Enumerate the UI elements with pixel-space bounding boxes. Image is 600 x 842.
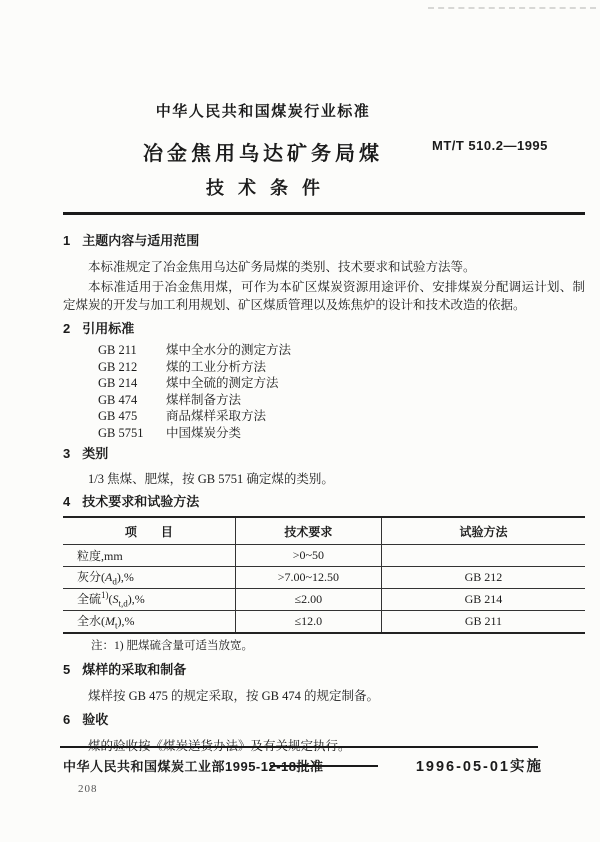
requirement-cell: >0~50	[235, 545, 381, 567]
section-4-heading	[63, 495, 585, 509]
page-number: 208	[78, 783, 98, 795]
requirement-cell: >7.00~12.50	[235, 567, 381, 589]
section-number: 5	[63, 662, 71, 677]
references-list	[98, 342, 585, 441]
item-suffix: ),%	[116, 570, 134, 585]
section-3-heading	[63, 447, 585, 461]
document-title: 冶金焦用乌达矿务局煤	[143, 143, 383, 165]
reference-code: GB 475	[98, 409, 138, 423]
reference-item	[98, 425, 585, 442]
reference-item	[98, 359, 585, 376]
implementation-text: 1996-05-01实施	[415, 759, 543, 775]
document-header	[63, 100, 463, 200]
document-body	[63, 226, 585, 767]
table-note: 注：1) 肥煤硫含量可适当放宽。	[91, 640, 253, 652]
column-header-method: 试验方法	[381, 517, 585, 545]
item-cell	[63, 545, 235, 567]
reference-title: 商品煤样采取方法	[166, 409, 267, 423]
section-2-heading	[63, 322, 585, 336]
section-title: 引用标准	[82, 321, 135, 336]
standard-number: MT/T 510.2—1995	[432, 138, 548, 153]
reference-title: 煤样制备方法	[166, 392, 242, 407]
reference-title: 煤中全水分的测定方法	[166, 343, 292, 357]
reference-code: GB 214	[98, 376, 138, 390]
paragraph: 本标准规定了冶金焦用乌达矿务局煤的类别、技术要求和试验方法等。	[88, 260, 476, 274]
method-cell: GB 211	[464, 614, 503, 628]
reference-code: GB 5751	[98, 425, 144, 440]
item-suffix: ),%	[127, 592, 145, 607]
section-5-heading	[63, 663, 585, 677]
column-header-item: 项 目	[63, 517, 235, 545]
item-subscript: d	[112, 576, 117, 587]
footer-rule	[60, 746, 538, 748]
item-footnote-mark: 1)	[101, 590, 109, 601]
item-mid: (	[108, 592, 113, 607]
item-suffix: ),%	[117, 614, 135, 629]
section-title: 技术要求和试验方法	[82, 494, 200, 509]
item-symbol: S	[112, 592, 119, 607]
reference-item	[98, 408, 585, 425]
item-label: 全水(	[77, 614, 105, 629]
standard-class: 中华人民共和国煤炭行业标准	[155, 103, 371, 120]
table-row-granularity	[63, 545, 585, 567]
reference-title: 中国煤炭分类	[166, 425, 242, 440]
item-cell	[63, 589, 235, 611]
reference-code: GB 211	[98, 343, 137, 357]
method-cell: GB 214	[381, 589, 585, 611]
section-title: 煤样的采取和制备	[82, 662, 187, 677]
reference-title: 煤中全硫的测定方法	[166, 376, 279, 390]
paragraph: 煤样按 GB 475 的规定采取，按 GB 474 的规定制备。	[88, 689, 379, 703]
approval-text: 中华人民共和国煤炭工业部1995-12-18批准	[63, 759, 324, 774]
table-header-row	[63, 517, 585, 545]
item-cell	[63, 567, 235, 589]
item-label: 灰分(	[77, 570, 105, 585]
item-symbol: A	[105, 570, 113, 585]
section-6-heading	[63, 713, 585, 727]
table-row-moisture	[63, 611, 585, 634]
section-number: 1	[63, 233, 71, 248]
reference-item	[98, 392, 585, 409]
item-label: 粒度,mm	[77, 549, 123, 563]
section-1-heading	[63, 234, 585, 248]
document-subtitle: 技术条件	[206, 178, 334, 198]
reference-title: 煤的工业分析方法	[166, 359, 267, 374]
item-label: 全硫	[77, 592, 102, 607]
item-cell	[63, 611, 235, 634]
section-number: 6	[63, 712, 71, 727]
method-cell	[381, 545, 585, 567]
section-title: 类别	[82, 446, 109, 461]
header-rule	[63, 212, 585, 215]
reference-item	[98, 342, 585, 359]
requirement-cell: ≤2.00	[235, 589, 381, 611]
table-row-ash	[63, 567, 585, 589]
footer	[63, 755, 543, 776]
method-cell: GB 212	[381, 567, 585, 589]
section-number: 2	[63, 321, 71, 336]
scan-artifact-line	[428, 7, 596, 9]
paragraph: 1/3 焦煤、肥煤，按 GB 5751 确定煤的类别。	[88, 472, 334, 486]
section-number: 3	[63, 446, 71, 461]
section-title: 验收	[82, 712, 109, 727]
item-subscript: t,d	[118, 598, 128, 609]
reference-code: GB 212	[98, 359, 138, 374]
table-row-sulfur	[63, 589, 585, 611]
item-subscript: t	[115, 620, 118, 631]
requirement-cell: ≤12.0	[235, 611, 381, 634]
reference-code: GB 474	[98, 392, 138, 407]
requirements-table	[63, 516, 585, 634]
reference-item	[98, 375, 585, 392]
paragraph: 本标准适用于冶金焦用煤，可作为本矿区煤炭资源用途评价、安排煤炭分配调运计划、制定煤炭的开发与加工利用规划、矿区煤质管理以及炼焦炉的设计和技术改造的依据。	[63, 280, 585, 312]
section-title: 主题内容与适用范围	[82, 233, 200, 248]
section-number: 4	[63, 494, 71, 509]
item-symbol: M	[105, 614, 115, 629]
column-header-requirement: 技术要求	[235, 517, 381, 545]
